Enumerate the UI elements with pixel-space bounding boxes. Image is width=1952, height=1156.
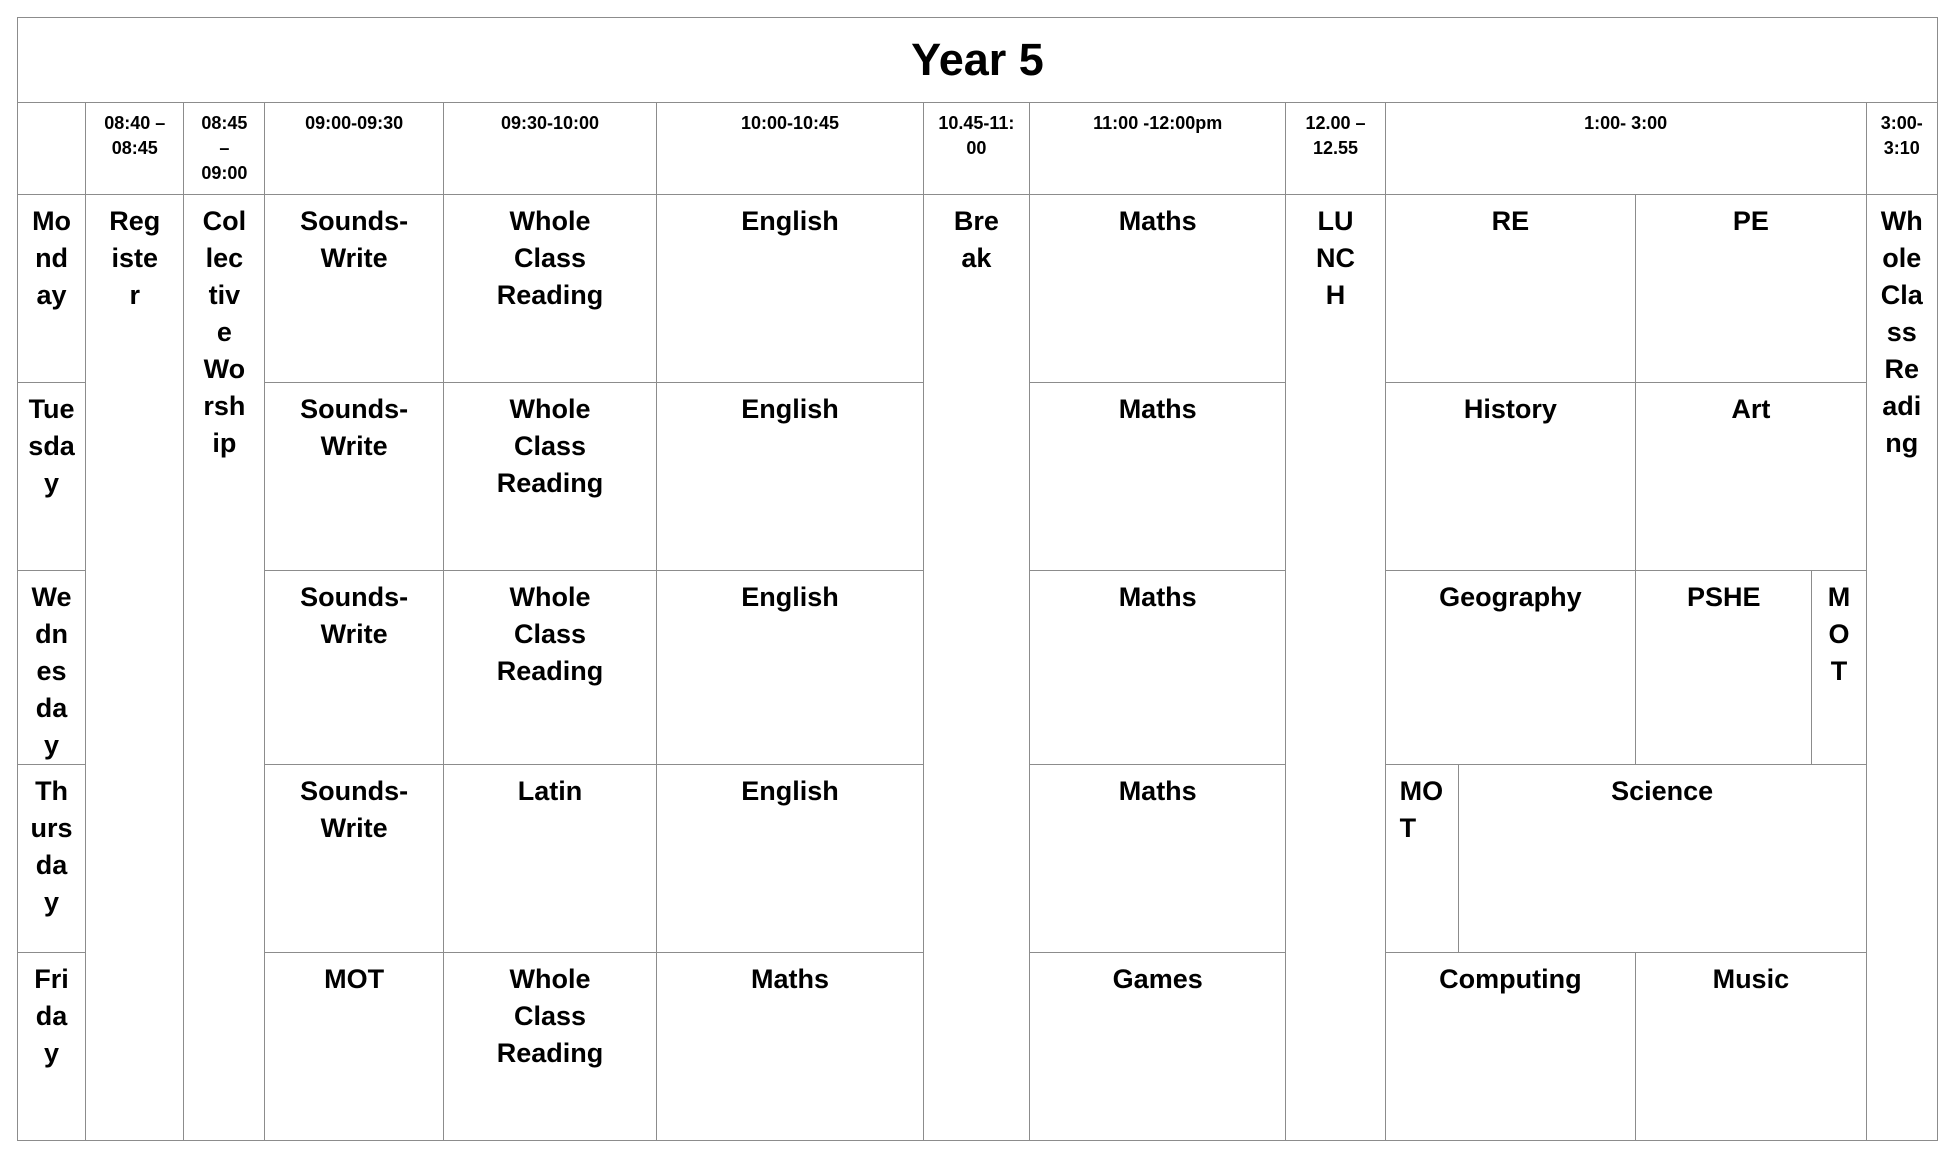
lesson-cell — [443, 195, 656, 383]
lesson-cell: Geography — [1385, 571, 1635, 765]
lesson-text: Whole Class Reading — [496, 582, 604, 686]
time-header-break — [923, 103, 1029, 195]
timetable — [17, 17, 1938, 1141]
day-label-friday — [18, 953, 86, 1141]
day-label-text: Thursday — [30, 776, 73, 917]
lesson-text: Sounds-Write — [300, 776, 409, 843]
time-header-end — [1866, 103, 1937, 195]
lesson-cell: Science — [1458, 765, 1866, 953]
lesson-text: MOT — [1827, 582, 1851, 686]
lesson-text: Whole Class Reading — [496, 394, 604, 498]
lesson-cell — [1385, 765, 1458, 953]
time-header-register-text: 08:40 – 08:45 — [104, 113, 166, 158]
lesson-cell: MOT — [265, 953, 443, 1141]
lesson-cell — [1812, 571, 1866, 765]
day-label-wednesday — [18, 571, 86, 765]
day-label-tuesday — [18, 383, 86, 571]
lunch-text: LUNCH — [1316, 206, 1356, 310]
time-header-slot4: 11:00 -12:00pm — [1029, 103, 1286, 195]
day-label-thursday — [18, 765, 86, 953]
break-cell — [923, 195, 1029, 1141]
lesson-cell: Maths — [1029, 195, 1286, 383]
lesson-text: MOT — [1399, 776, 1444, 843]
day-label-text: Wednesday — [31, 582, 72, 760]
lesson-cell — [265, 571, 443, 765]
lesson-cell — [265, 195, 443, 383]
collective-worship-cell — [184, 195, 265, 1141]
lesson-cell: English — [657, 383, 924, 571]
lesson-cell: PSHE — [1636, 571, 1812, 765]
time-header-slot2: 09:30-10:00 — [443, 103, 656, 195]
time-header-afternoon: 1:00- 3:00 — [1385, 103, 1866, 195]
lesson-cell — [443, 571, 656, 765]
lesson-cell — [443, 953, 656, 1141]
time-header-break-text: 10.45-11:00 — [938, 113, 1015, 158]
day-label-text: Friday — [34, 964, 69, 1068]
time-header-end-text: 3:00-3:10 — [1880, 113, 1923, 158]
lesson-cell — [265, 765, 443, 953]
time-header-worship — [184, 103, 265, 195]
lesson-cell — [265, 383, 443, 571]
lesson-cell: Maths — [1029, 765, 1286, 953]
lesson-cell: Music — [1636, 953, 1866, 1141]
lesson-text: Whole Class Reading — [496, 964, 604, 1068]
time-header-lunch — [1286, 103, 1385, 195]
time-header-slot1: 09:00-09:30 — [265, 103, 443, 195]
lesson-cell: English — [657, 571, 924, 765]
time-header-slot3: 10:00-10:45 — [657, 103, 924, 195]
break-text: Break — [953, 206, 999, 273]
day-label-monday — [18, 195, 86, 383]
lesson-cell: Maths — [657, 953, 924, 1141]
register-cell — [86, 195, 184, 1141]
day-label-text: Monday — [32, 206, 72, 310]
lesson-cell: PE — [1636, 195, 1866, 383]
lesson-cell — [443, 383, 656, 571]
day-label-text: Tuesday — [28, 394, 75, 498]
lesson-text: Sounds-Write — [300, 582, 409, 649]
time-header-worship-text: 08:45 – 09:00 — [201, 113, 248, 183]
lesson-cell: Art — [1636, 383, 1866, 571]
corner-cell — [18, 103, 86, 195]
lesson-cell: Computing — [1385, 953, 1635, 1141]
lesson-cell: Maths — [1029, 383, 1286, 571]
lesson-cell: Latin — [443, 765, 656, 953]
lesson-cell: Maths — [1029, 571, 1286, 765]
lesson-cell: English — [657, 195, 924, 383]
lesson-cell: History — [1385, 383, 1635, 571]
lesson-text: Whole Class Reading — [496, 206, 604, 310]
lunch-cell — [1286, 195, 1385, 1141]
collective-worship-text: Collective Worship — [202, 206, 247, 458]
lesson-cell: English — [657, 765, 924, 953]
lesson-cell: Games — [1029, 953, 1286, 1141]
time-header-register — [86, 103, 184, 195]
register-text: Register — [109, 206, 161, 310]
lesson-text: Sounds-Write — [300, 394, 409, 461]
end-reading-text: Whole Class Reading — [1880, 206, 1923, 458]
lesson-text: Sounds-Write — [300, 206, 409, 273]
end-reading-cell — [1866, 195, 1937, 1141]
page-title: Year 5 — [18, 18, 1938, 103]
time-header-lunch-text: 12.00 – 12.55 — [1305, 113, 1366, 158]
lesson-cell: RE — [1385, 195, 1635, 383]
